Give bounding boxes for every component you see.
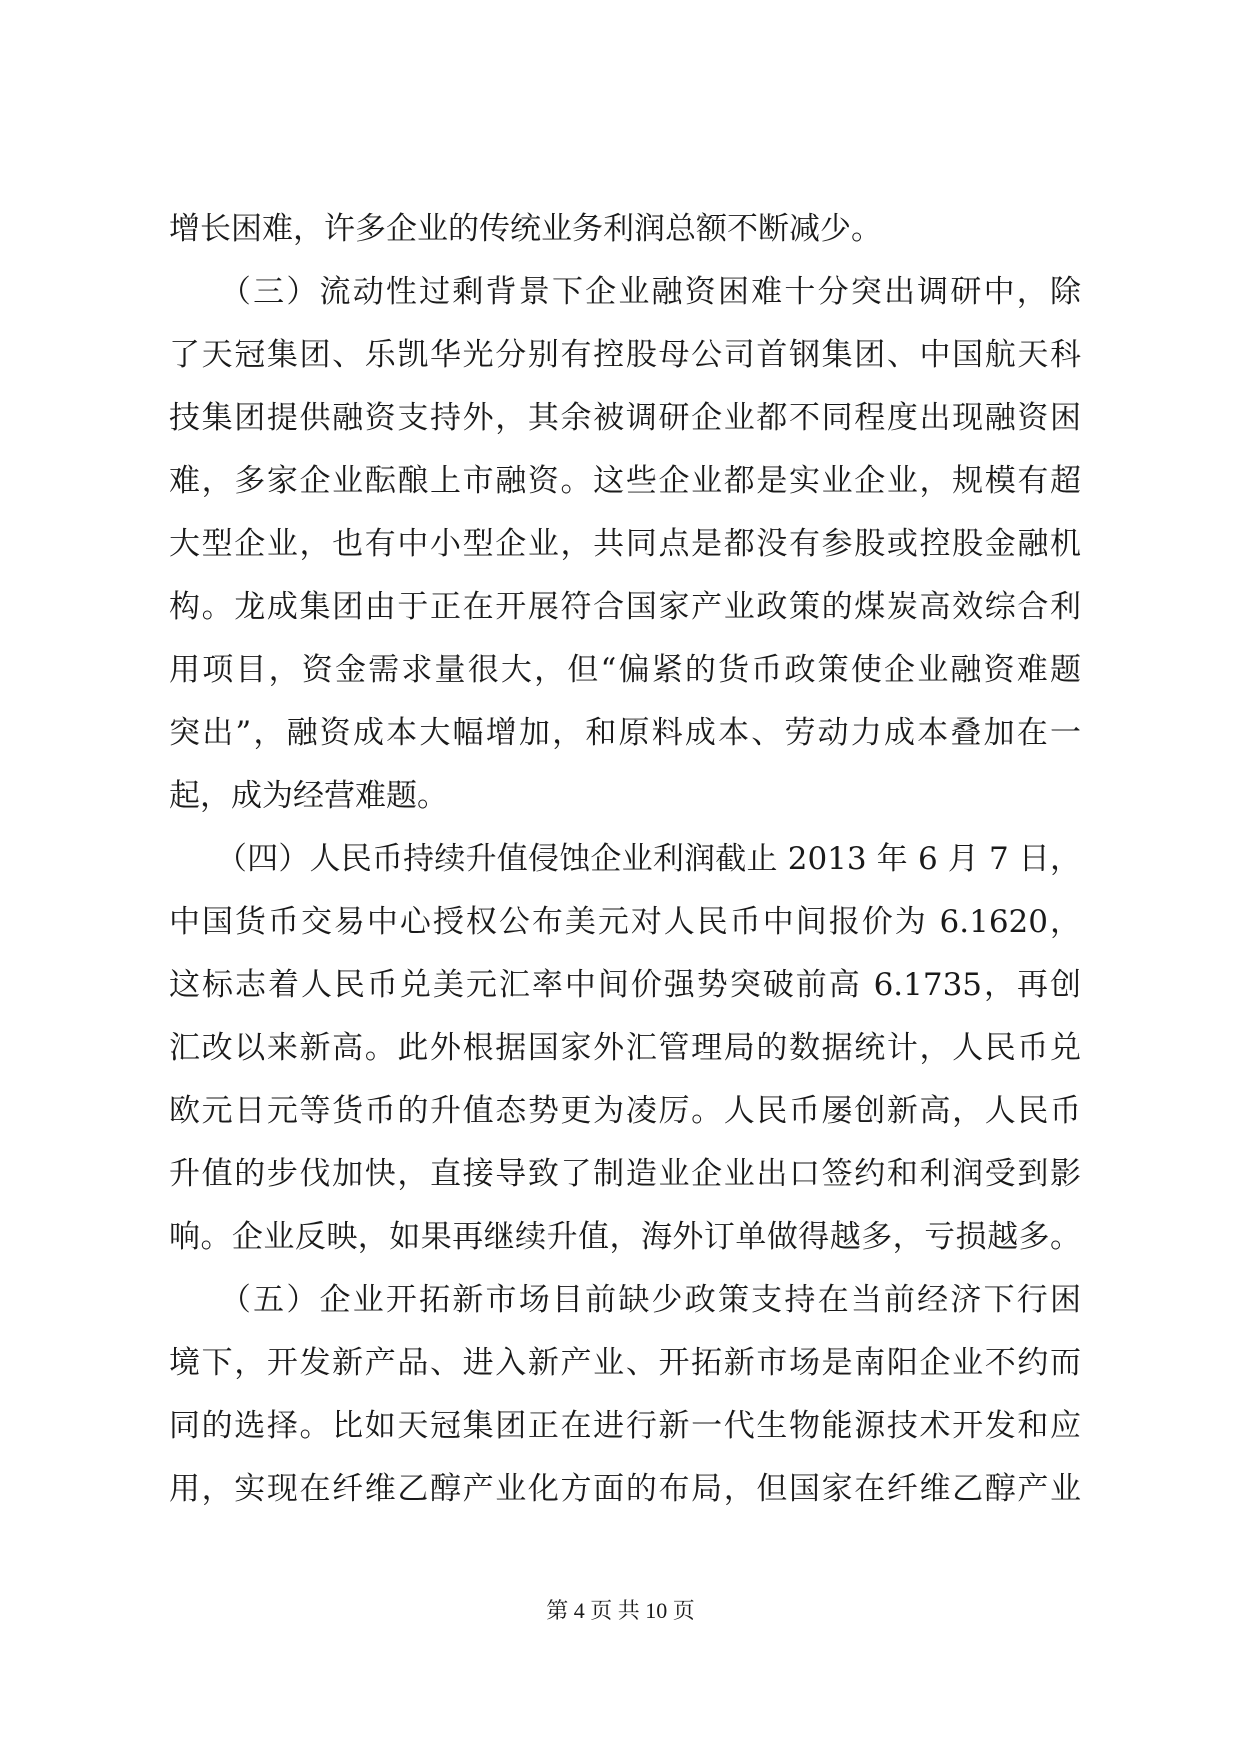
text-line: 响。企业反映，如果再继续升值，海外订单做得越多，亏损越多。: [169, 1219, 1081, 1255]
text-line: 突出”，融资成本大幅增加，和原料成本、劳动力成本叠加在一: [169, 715, 1081, 751]
text-line: 升值的步伐加快，直接导致了制造业企业出口签约和利润受到影: [169, 1156, 1081, 1192]
text-line: 增长困难，许多企业的传统业务利润总额不断减少。: [169, 211, 882, 247]
text-line: 了天冠集团、乐凯华光分别有控股母公司首钢集团、中国航天科: [169, 337, 1081, 373]
text-line: 用，实现在纤维乙醇产业化方面的布局，但国家在纤维乙醇产业: [169, 1471, 1081, 1507]
text-line: 技集团提供融资支持外，其余被调研企业都不同程度出现融资困: [169, 400, 1081, 436]
page-number-footer: 第 4 页 共 10 页: [546, 1598, 695, 1623]
text-line: 大型企业，也有中小型企业，共同点是都没有参股或控股金融机: [169, 526, 1081, 562]
text-line: （四）人民币持续升值侵蚀企业利润截止 2013 年 6 月 7 日，: [169, 841, 1081, 877]
text-line: 同的选择。比如天冠集团正在进行新一代生物能源技术开发和应: [169, 1408, 1081, 1444]
text-line: 构。龙成集团由于正在开展符合国家产业政策的煤炭高效综合利: [169, 589, 1081, 625]
text-line: 用项目，资金需求量很大，但“偏紧的货币政策使企业融资难题: [169, 652, 1081, 688]
text-line: 这标志着人民币兑美元汇率中间价强势突破前高 6.1735，再创: [169, 967, 1081, 1003]
text-line: 中国货币交易中心授权公布美元对人民币中间报价为 6.1620，: [169, 904, 1081, 940]
text-line: 汇改以来新高。此外根据国家外汇管理局的数据统计，人民币兑: [169, 1030, 1081, 1066]
text-line: 起，成为经营难题。: [169, 778, 448, 814]
body-text: [169, 204, 1081, 1527]
text-line: （三）流动性过剩背景下企业融资困难十分突出调研中，除: [169, 274, 1081, 310]
text-line: （五）企业开拓新市场目前缺少政策支持在当前经济下行困: [169, 1282, 1081, 1318]
text-line: 境下，开发新产品、进入新产业、开拓新市场是南阳企业不约而: [169, 1345, 1081, 1381]
text-line: 欧元日元等货币的升值态势更为凌厉。人民币屡创新高，人民币: [169, 1093, 1081, 1129]
text-line: 难，多家企业酝酿上市融资。这些企业都是实业企业，规模有超: [169, 463, 1081, 499]
